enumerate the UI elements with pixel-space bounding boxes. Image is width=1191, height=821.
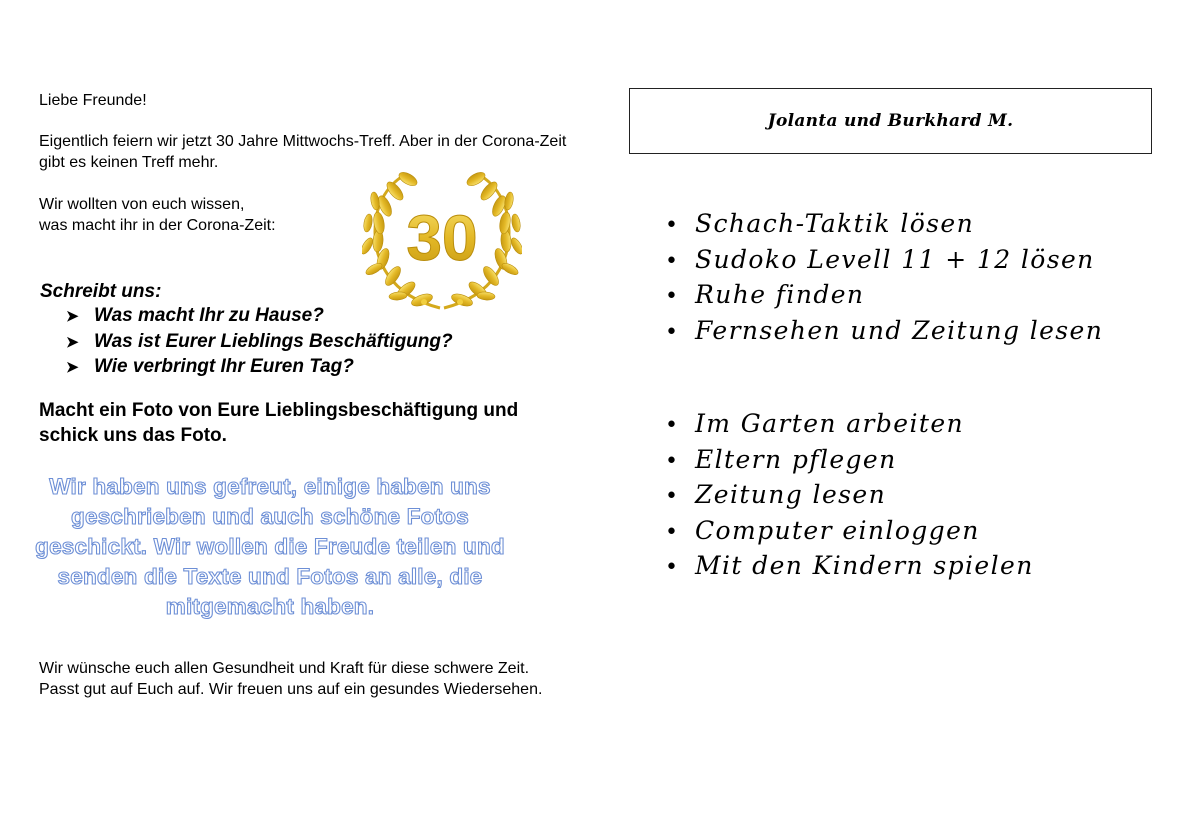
- hobby-text: Computer einloggen: [695, 515, 980, 545]
- list-item: [665, 549, 1034, 585]
- list-item: [665, 243, 1103, 279]
- hobby-text: Sudoko Levell 11 + 12 lösen: [695, 244, 1095, 274]
- list-item: [665, 443, 1034, 479]
- emblem-number: 30: [406, 202, 478, 274]
- arrow-bullet-icon: ➤: [66, 333, 79, 351]
- bullet-icon: •: [665, 213, 680, 238]
- question-text: Wie verbringt Ihr Euren Tag?: [94, 356, 354, 377]
- list-item: [665, 478, 1034, 514]
- intro-paragraph: Eigentlich feiern wir jetzt 30 Jahre Mittwochs-Treff. Aber in der Corona-Zeit gibt es keinen Treff mehr.: [39, 133, 567, 171]
- question-paragraph: [39, 194, 359, 236]
- arrow-bullet-icon: ➤: [66, 308, 79, 325]
- list-item: [665, 207, 1103, 243]
- author-name-box: [629, 88, 1152, 154]
- shared-note-outlined: Wir haben uns gefreut, einige haben uns geschrieben und auch schöne Fotos geschickt. Wir wollen die Freude teilen und senden die Texte und Fotos an alle, die mitgemacht haben.: [35, 474, 505, 619]
- bullet-icon: •: [665, 484, 680, 509]
- bullet-icon: •: [665, 555, 680, 580]
- hobby-list-1: [665, 207, 1103, 349]
- question-item: [66, 330, 453, 356]
- bullet-icon: •: [665, 448, 680, 474]
- question-item: [66, 355, 453, 381]
- hobby-text: Zeitung lesen: [695, 480, 887, 509]
- hobby-text: Eltern pflegen: [695, 444, 897, 474]
- bullet-icon: •: [665, 413, 680, 438]
- list-item: [665, 514, 1034, 550]
- write-us-heading: Schreibt uns:: [40, 281, 162, 302]
- hobby-list-2: [665, 407, 1034, 585]
- photo-request: Macht ein Foto von Eure Lieblingsbeschäftigung und schick uns das Foto.: [39, 400, 519, 446]
- question-item: [66, 304, 453, 330]
- list-item: [665, 407, 1034, 443]
- arrow-bullet-icon: ➤: [66, 359, 79, 376]
- hobby-text: Ruhe finden: [695, 280, 865, 309]
- closing-paragraph: Wir wünsche euch allen Gesundheit und Kraft für diese schwere Zeit. Passt gut auf Euch auf. Wir freuen uns auf ein gesundes Wiedersehen.: [39, 660, 543, 698]
- question-text: Was macht Ihr zu Hause?: [94, 305, 324, 326]
- hobby-text: Im Garten arbeiten: [695, 409, 965, 438]
- list-item: [665, 314, 1103, 350]
- bullet-icon: •: [665, 248, 680, 274]
- author-names: Jolanta und Burkhard M.: [767, 111, 1014, 131]
- question-line-1: Wir wollten von euch wissen,: [39, 196, 245, 213]
- hobby-text: Schach-Taktik lösen: [695, 209, 975, 238]
- laurel-wreath-30-emblem: [362, 166, 522, 316]
- question-text: Was ist Eurer Lieblings Beschäftigung?: [94, 330, 453, 352]
- bullet-icon: •: [665, 284, 680, 309]
- hobby-text: Fernsehen und Zeitung lesen: [695, 315, 1104, 345]
- question-list: [66, 304, 453, 381]
- question-line-2: was macht ihr in der Corona-Zeit:: [39, 217, 276, 234]
- bullet-icon: •: [665, 519, 680, 545]
- hobby-text: Mit den Kindern spielen: [695, 551, 1034, 580]
- bullet-icon: •: [665, 319, 680, 345]
- greeting: Liebe Freunde!: [39, 92, 147, 109]
- list-item: [665, 278, 1103, 314]
